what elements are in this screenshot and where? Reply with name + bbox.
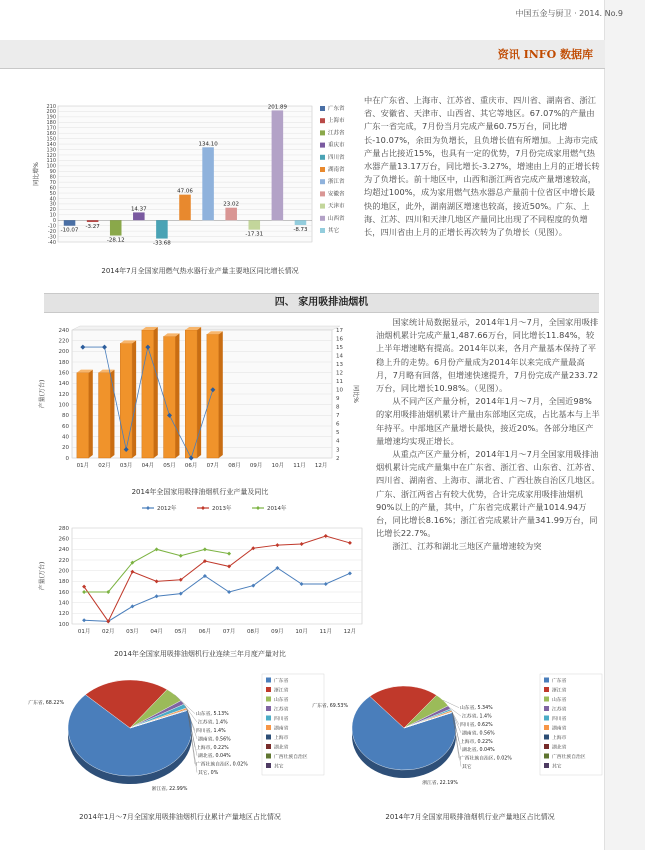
data-label: 134.10 (198, 141, 218, 148)
x-tick-label: 01月 (77, 629, 91, 635)
legend-swatch (320, 204, 325, 209)
bar (272, 110, 284, 220)
slice-label: 湖南省, 0.56% (198, 737, 231, 743)
legend-label: 广西壮族自治区 (274, 755, 308, 760)
plot-area (72, 528, 362, 624)
y-tick-label: -10 (47, 223, 56, 230)
legend-marker (146, 506, 150, 510)
section-title: 四、 家用吸排油烟机 (274, 297, 369, 308)
legend-label: 四川省 (552, 717, 567, 722)
y-tick-label: 90 (49, 169, 56, 176)
y-tick-label: 0 (52, 218, 56, 225)
slice-label: 山东省, 5.13% (196, 712, 229, 718)
pie2-svg (312, 670, 610, 810)
legend-label: 湖南省 (328, 167, 345, 173)
x-tick-label: 09月 (271, 629, 284, 635)
legend-label: 安徽省 (328, 191, 345, 198)
legend-label: 江苏省 (552, 707, 567, 713)
data-label: -3.27 (85, 224, 100, 231)
y2-tick-label: 8 (336, 404, 340, 411)
slice-label: 广东省, 69.53% (312, 704, 348, 709)
legend-label: 上海市 (552, 736, 567, 741)
legend-label: 2014年 (267, 506, 287, 512)
bar (164, 336, 176, 458)
legend-label: 2013年 (212, 506, 232, 512)
x-tick-label: 01月 (76, 463, 90, 469)
slice-label: 上海市, 0.22% (460, 739, 493, 745)
y-tick-label: 0 (65, 455, 69, 462)
legend-swatch (320, 167, 325, 172)
chart2-caption: 2014年全国家用吸排油烟机行业产量及同比 (131, 488, 269, 496)
slice-label: 湖北省, 0.04% (462, 748, 495, 754)
y-tick-label: 100 (46, 163, 56, 170)
y-tick-label: 10 (49, 212, 56, 219)
slice-label: 江苏省, 1.4% (462, 714, 492, 720)
legend-label: 其它 (552, 764, 562, 770)
legend-label: 上海市 (274, 736, 289, 741)
y-tick-label: 240 (58, 547, 69, 554)
y-tick-label: 180 (58, 579, 69, 586)
y2-tick-label: 6 (336, 421, 340, 428)
y2-tick-label: 15 (336, 344, 343, 351)
y-tick-label: 60 (62, 423, 69, 430)
y-tick-label: 210 (46, 103, 56, 110)
y-axis-label: 产量(万台) (39, 379, 46, 409)
slice-label: 上海市, 0.22% (196, 745, 229, 751)
legend-swatch (320, 191, 325, 196)
x-tick-label: 02月 (102, 629, 115, 635)
x-tick-label: 10月 (295, 629, 308, 635)
data-label: 14.37 (130, 206, 147, 213)
y-tick-label: -30 (47, 234, 56, 241)
legend-swatch (266, 744, 271, 749)
legend-swatch (320, 155, 325, 160)
y2-tick-label: 12 (336, 370, 343, 377)
y2-tick-label: 2 (336, 455, 340, 462)
legend-label: 广东省 (274, 679, 289, 684)
bar (185, 330, 197, 458)
bar (64, 220, 76, 225)
y-tick-label: 140 (58, 600, 69, 607)
bar-side (89, 370, 93, 458)
legend-label: 广东省 (552, 679, 567, 684)
y-tick-label: 100 (58, 621, 69, 628)
y-tick-label: 50 (49, 190, 56, 197)
page-edge-bar (604, 0, 645, 850)
y2-tick-label: 11 (336, 379, 343, 385)
bar-side (154, 327, 158, 458)
pie1-caption: 2014年1月～7月全国家用吸排油烟机行业累计产量地区占比情况 (79, 813, 281, 821)
paragraph: 从重点产区产量分析，2014年1月～7月全国家用吸排油烟机累计完成产量集中在广东省、浙江省、山东省、江苏省、四川省、湖南省、上海市、湖北省、广西壮族自治区几地区。广东、浙江两省占有较大优势，合计完成家用吸排油烟机90%以上的产量，其中，广东省完成累计产量1014.94万台，同比增长8.16%；浙江省完成累计产量341.99万台，同比增长22.7%。 (376, 449, 600, 539)
legend-swatch (320, 179, 325, 184)
legend-swatch (544, 725, 549, 730)
legend-label: 江苏省 (328, 130, 345, 137)
legend-label: 山西省 (328, 215, 345, 222)
x-tick-label: 11月 (293, 463, 306, 469)
pie2-caption: 2014年7月全国家用吸排油烟机行业产量地区占比情况 (385, 813, 555, 821)
x-tick-label: 05月 (174, 629, 187, 635)
data-label: 23.02 (223, 201, 240, 208)
legend-label: 四川省 (328, 154, 345, 161)
legend-swatch (266, 725, 271, 730)
legend-swatch (544, 754, 549, 759)
y2-tick-label: 7 (336, 413, 340, 420)
bar (249, 220, 261, 229)
bar (99, 373, 111, 458)
y-tick-label: 220 (58, 338, 69, 345)
y-tick-label: 160 (58, 370, 69, 377)
bar-side (219, 331, 223, 458)
legend-label: 重庆市 (328, 142, 345, 149)
legend-marker (201, 506, 205, 510)
slice-label: 其它 (462, 765, 472, 770)
data-label: -33.68 (153, 240, 171, 247)
y-tick-label: 160 (58, 589, 69, 596)
y-tick-label: 110 (46, 158, 56, 165)
chart1-caption: 2014年7月全国家用燃气热水器行业产量主要地区同比增长情况 (101, 267, 299, 275)
y-tick-label: 140 (58, 381, 69, 388)
x-tick-label: 04月 (150, 629, 163, 635)
bar-side (132, 340, 136, 458)
text-block-1 (364, 94, 600, 239)
bar (156, 220, 168, 238)
y-tick-label: 120 (58, 611, 69, 618)
y-tick-label: 220 (58, 557, 69, 564)
section-header (44, 293, 599, 313)
data-label: -17.31 (245, 231, 264, 238)
slice-label: 山东省, 5.34% (460, 706, 493, 712)
legend-swatch (266, 678, 271, 683)
chart2-svg (32, 322, 372, 487)
data-label: 201.89 (267, 104, 287, 111)
legend-label: 山东省 (552, 698, 567, 703)
slice-label: 四川省, 1.4% (196, 729, 226, 734)
legend-label: 上海市 (328, 118, 345, 125)
x-tick-label: 10月 (271, 463, 285, 469)
x-tick-label: 06月 (184, 463, 198, 469)
legend-label: 浙江省 (328, 179, 345, 186)
data-label: -10.07 (60, 227, 79, 234)
y-tick-label: 30 (49, 201, 56, 208)
x-tick-label: 08月 (228, 463, 241, 469)
y-tick-label: 280 (58, 525, 69, 532)
x-tick-label: 04月 (141, 463, 155, 469)
legend-label: 湖南省 (274, 726, 289, 732)
y-tick-label: 200 (46, 109, 56, 116)
x-tick-label: 09月 (249, 463, 263, 469)
y2-tick-label: 17 (336, 327, 343, 334)
legend-swatch (266, 697, 271, 702)
plot-back (72, 326, 340, 330)
legend-swatch (544, 697, 549, 702)
bar (202, 147, 214, 220)
bar (87, 220, 99, 222)
y-tick-label: 70 (49, 179, 56, 186)
x-tick-label: 03月 (119, 463, 133, 469)
slice-label: 广西壮族自治区, 0.02% (196, 762, 248, 768)
header-band (0, 40, 605, 69)
legend-swatch (320, 130, 325, 135)
bar-side (175, 333, 179, 458)
y-tick-label: 140 (46, 141, 56, 148)
y2-tick-label: 10 (336, 387, 343, 394)
legend-label: 广东省 (328, 106, 345, 112)
legend-marker (256, 506, 260, 510)
bar (110, 220, 122, 235)
y2-tick-label: 9 (336, 396, 340, 403)
y-tick-label: 190 (46, 114, 56, 121)
legend-label: 浙江省 (274, 688, 289, 694)
legend-swatch (266, 706, 271, 711)
legend-label: 广西壮族自治区 (552, 755, 586, 760)
y-tick-label: 120 (46, 152, 56, 159)
y-tick-label: 200 (58, 568, 69, 575)
x-tick-label: 12月 (314, 463, 328, 469)
x-tick-label: 12月 (343, 629, 357, 635)
chart3-svg (32, 500, 372, 648)
legend-swatch (266, 716, 271, 721)
y-tick-label: 260 (58, 536, 69, 543)
y-tick-label: 80 (49, 174, 56, 181)
data-label: -28.12 (106, 237, 125, 244)
y-tick-label: 20 (62, 445, 69, 452)
pie1-svg (30, 670, 330, 810)
legend-swatch (320, 228, 325, 233)
text-block-2 (376, 316, 600, 554)
paragraph: 中在广东省、上海市、江苏省、重庆市、四川省、湖南省、浙江省、安徽省、天津市、山西省、其它等地区。67.07%的产量由广东一省完成，7月份当月完成产量60.75万台，同比增长-10.07%，余田为负增长，且负增长值有所增加。上海市完成产量占比接近15%，也具有一定的优势，7月份完成家用燃气热水器产量13.17万台，同比增长-3.27%，增速由上月的正增长转为了负增长。前十地区中，山西和浙江两省完成产量增速较高，均超过100%，成为家用燃气热水器总产量前十位省区中增长最快的地区，此外，湖南湖区增速也较高，接近50%。广东、上海、江苏、四川和天津几地区产量同比出现了不同程度的负增长，四川省由上月的正增长再次转为了负增长（见图）。 (364, 95, 600, 238)
y-tick-label: -20 (47, 228, 56, 235)
y-tick-label: 100 (58, 402, 69, 409)
y-tick-label: 80 (62, 413, 69, 420)
x-tick-label: 07月 (206, 463, 220, 469)
y-tick-label: -40 (47, 239, 56, 246)
paragraph: 国家统计局数据显示，2014年1月～7月，全国家用吸排油烟机累计完成产量1,487.66万台，同比增长11.84%，较上半年增速略有提高。2014年以来，各月产量基本保持了平稳上升的走势。6月份产量成为2014年以来完成产量最高月，7月略有回落，但增速快速提升，7月份完成产量233.72万台，同比增长10.98%。（见图）。 (376, 317, 599, 394)
y2-axis-label: 同比% (352, 385, 359, 403)
slice-label: 浙江省, 22.19% (422, 781, 458, 786)
y2-tick-label: 3 (336, 447, 340, 454)
x-tick-label: 02月 (98, 463, 111, 469)
chart1-svg (30, 100, 360, 265)
legend-swatch (266, 687, 271, 692)
y-tick-label: 20 (49, 207, 56, 214)
legend-label: 其它 (328, 228, 340, 234)
legend-label: 四川省 (274, 717, 289, 722)
y2-tick-label: 16 (336, 336, 343, 343)
legend-swatch (320, 143, 325, 148)
legend-label: 天津市 (328, 203, 345, 210)
y-tick-label: 60 (49, 185, 56, 192)
legend-swatch (320, 216, 325, 221)
y-tick-label: 150 (46, 136, 56, 143)
legend-swatch (544, 763, 549, 768)
y-tick-label: 130 (46, 147, 56, 154)
y-tick-label: 40 (62, 434, 69, 441)
chart3-caption: 2014年全国家用吸排油烟机行业连续三年月度产量对比 (114, 650, 286, 658)
y-axis-label: 产量(万台) (39, 561, 46, 591)
x-tick-label: 08月 (247, 629, 260, 635)
y-tick-label: 180 (46, 120, 56, 127)
bar (179, 195, 191, 221)
y-tick-label: 170 (46, 125, 56, 132)
slice-label: 其它, 0% (198, 771, 219, 776)
slice-label: 湖北省, 0.04% (198, 754, 231, 760)
x-tick-label: 07月 (222, 629, 236, 635)
legend-swatch (544, 706, 549, 711)
y-tick-label: 160 (46, 131, 56, 137)
x-tick-label: 05月 (163, 463, 176, 469)
paragraph: 浙江、江苏和湖北三地区产量增速较为突 (392, 541, 542, 552)
legend-label: 浙江省 (552, 688, 567, 694)
journal-issue: 中国五金与厨卫 · 2014. No.9 (515, 9, 623, 18)
y2-tick-label: 14 (336, 353, 343, 360)
legend-label: 山东省 (274, 698, 289, 703)
legend-label: 其它 (274, 764, 284, 770)
legend-label: 湖北省 (552, 745, 567, 751)
y-tick-label: 200 (58, 349, 69, 356)
x-tick-label: 03月 (126, 629, 139, 635)
y-tick-label: 180 (58, 359, 69, 366)
y2-tick-label: 4 (336, 438, 340, 445)
bar (295, 220, 307, 225)
legend-swatch (266, 754, 271, 759)
y-tick-label: 240 (58, 327, 69, 334)
legend-label: 江苏省 (274, 707, 289, 713)
paragraph: 从不同产区产量分析，2014年1月～7月，全国近98%的家用吸排油烟机累计产量由东部地区完成，占比基本与上半年持平。中部地区产量增长最快，接近20%。各部分地区产量增速均实现正增长。 (376, 396, 600, 446)
legend-swatch (266, 735, 271, 740)
data-label: -8.73 (293, 226, 308, 233)
legend-label: 2012年 (157, 506, 177, 512)
slice-label: 广西壮族自治区, 0.02% (460, 756, 512, 762)
slice-label: 广东省, 68.22% (28, 701, 64, 706)
slice-label: 湖南省, 0.56% (462, 731, 495, 737)
slice-label: 四川省, 0.62% (460, 723, 493, 728)
slice-label: 江苏省, 1.4% (198, 720, 228, 726)
bar (77, 373, 89, 458)
legend-swatch (544, 687, 549, 692)
x-tick-label: 06月 (198, 629, 212, 635)
legend-swatch (544, 716, 549, 721)
legend-swatch (544, 678, 549, 683)
legend-swatch (266, 763, 271, 768)
bar (120, 343, 132, 458)
legend-swatch (320, 106, 325, 111)
legend-swatch (320, 118, 325, 123)
y-tick-label: 40 (49, 196, 56, 203)
y-tick-label: 120 (58, 391, 69, 398)
bar (207, 334, 219, 458)
brand-title: 资讯 INFO 数据库 (497, 48, 593, 61)
legend-swatch (544, 744, 549, 749)
bar (133, 212, 145, 220)
bar (225, 208, 237, 221)
y2-tick-label: 5 (336, 430, 340, 437)
x-tick-label: 11月 (319, 629, 332, 635)
legend-label: 湖南省 (552, 726, 567, 732)
y2-tick-label: 13 (336, 361, 343, 368)
legend-swatch (544, 735, 549, 740)
slice-label: 浙江省, 22.99% (151, 787, 188, 792)
y-axis-label: 同比增% (33, 162, 40, 186)
data-label: 47.06 (177, 188, 193, 195)
legend-label: 湖北省 (274, 745, 289, 751)
